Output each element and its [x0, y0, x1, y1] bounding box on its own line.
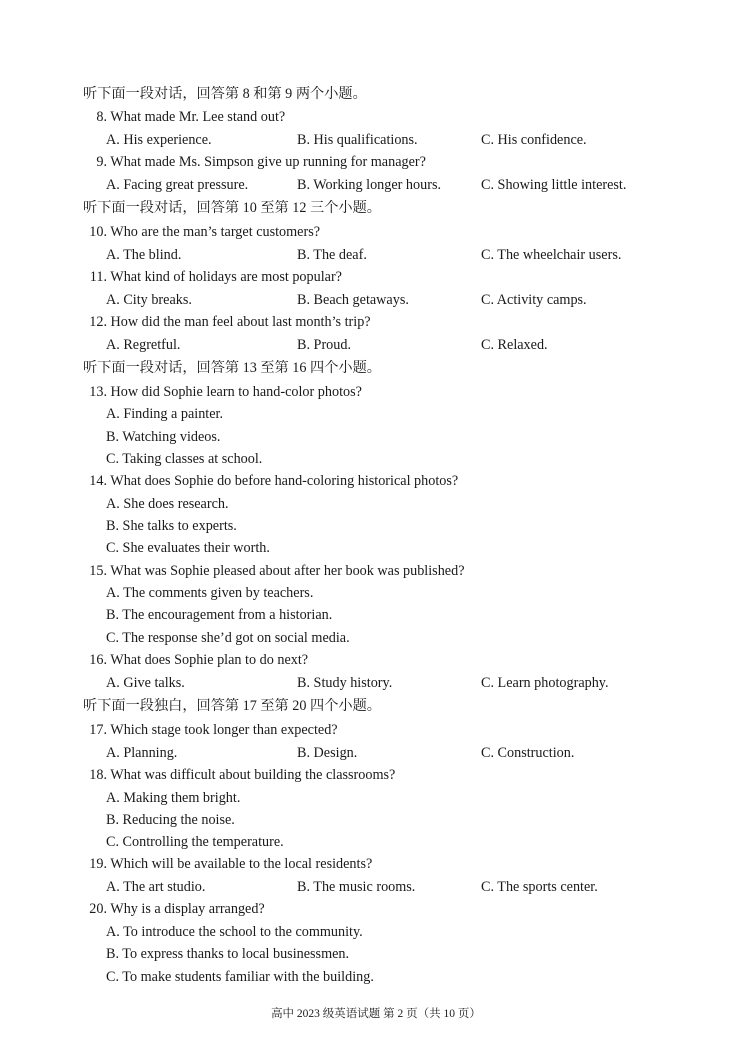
option-a: A. Making them bright. — [106, 790, 241, 806]
option-c: C. To make students familiar with the building. — [106, 969, 374, 985]
question-text: Which will be available to the local residents? — [110, 856, 373, 872]
question-text: What kind of holidays are most popular? — [110, 269, 342, 285]
option-a: A. Finding a painter. — [106, 406, 224, 422]
option-c: C. His confidence. — [481, 132, 587, 148]
question-text: What does Sophie do before hand-coloring historical photos? — [110, 473, 459, 489]
option-c: C. Construction. — [481, 745, 575, 761]
option-b: B. Reducing the noise. — [106, 812, 235, 828]
option-c: C. Relaxed. — [481, 337, 548, 353]
option-a: A. Regretful. — [106, 337, 181, 353]
section-instruction: 听下面一段对话，回答第 8 和第 9 两个小题。 — [83, 86, 367, 102]
question-stem — [84, 720, 338, 740]
option-a: A. Facing great pressure. — [106, 177, 249, 193]
question-number: 10. — [89, 224, 107, 240]
question-number: 13. — [89, 384, 107, 400]
option-c: C. Showing little interest. — [481, 177, 627, 193]
option-c: C. Taking classes at school. — [106, 451, 263, 467]
question-text: How did Sophie learn to hand-color photos? — [110, 384, 362, 400]
option-a: A. His experience. — [106, 132, 212, 148]
option-a: A. The art studio. — [106, 879, 206, 895]
question-stem — [84, 561, 465, 581]
question-number: 20. — [89, 901, 107, 917]
option-a: A. To introduce the school to the community. — [106, 924, 363, 940]
question-stem — [84, 312, 371, 332]
question-stem — [84, 854, 372, 874]
option-b: B. Working longer hours. — [297, 177, 442, 193]
option-a: A. The blind. — [106, 247, 182, 263]
question-stem — [84, 382, 362, 402]
option-a: A. She does research. — [106, 496, 229, 512]
option-b: B. The encouragement from a historian. — [106, 607, 333, 623]
question-stem — [84, 267, 342, 287]
option-c: C. Activity camps. — [481, 292, 587, 308]
option-a: A. Planning. — [106, 745, 178, 761]
option-b: B. She talks to experts. — [106, 518, 237, 534]
question-number: 16. — [89, 652, 107, 668]
question-text: What does Sophie plan to do next? — [110, 652, 309, 668]
question-number: 9. — [96, 154, 107, 170]
question-number: 17. — [89, 722, 107, 738]
option-b: B. His qualifications. — [297, 132, 418, 148]
question-text: How did the man feel about last month’s trip? — [110, 314, 371, 330]
question-stem — [84, 152, 426, 172]
option-c: C. The response she’d got on social media. — [106, 630, 350, 646]
question-number: 11. — [89, 269, 107, 285]
option-a: A. Give talks. — [106, 675, 185, 691]
question-number: 15. — [89, 563, 107, 579]
question-text: What made Mr. Lee stand out? — [110, 109, 286, 125]
option-b: B. The deaf. — [297, 247, 367, 263]
question-stem — [84, 765, 395, 785]
question-number: 8. — [96, 109, 107, 125]
question-number: 12. — [89, 314, 107, 330]
section-instruction: 听下面一段对话，回答第 10 至第 12 三个小题。 — [83, 200, 381, 216]
question-number: 19. — [89, 856, 107, 872]
question-stem — [84, 222, 320, 242]
option-b: B. Study history. — [297, 675, 393, 691]
question-text: What made Ms. Simpson give up running for manager? — [110, 154, 426, 170]
section-instruction: 听下面一段独白，回答第 17 至第 20 四个小题。 — [83, 698, 381, 714]
question-number: 18. — [89, 767, 107, 783]
option-b: B. Design. — [297, 745, 358, 761]
question-text: Which stage took longer than expected? — [110, 722, 338, 738]
option-b: B. Watching videos. — [106, 429, 221, 445]
page-footer: 高中 2023 级英语试题 第 2 页（共 10 页） — [271, 1008, 481, 1020]
option-b: B. The music rooms. — [297, 879, 416, 895]
option-c: C. Learn photography. — [481, 675, 609, 691]
question-text: What was Sophie pleased about after her book was published? — [110, 563, 465, 579]
question-stem — [84, 899, 265, 919]
option-c: C. The sports center. — [481, 879, 598, 895]
option-b: B. Beach getaways. — [297, 292, 409, 308]
option-a: A. City breaks. — [106, 292, 192, 308]
question-stem — [84, 107, 285, 127]
section-instruction: 听下面一段对话，回答第 13 至第 16 四个小题。 — [83, 360, 381, 376]
option-b: B. Proud. — [297, 337, 351, 353]
question-text: Who are the man’s target customers? — [110, 224, 321, 240]
question-stem — [84, 650, 308, 670]
question-text: Why is a display arranged? — [110, 901, 265, 917]
question-text: What was difficult about building the classrooms? — [110, 767, 396, 783]
option-a: A. The comments given by teachers. — [106, 585, 314, 601]
option-c: C. Controlling the temperature. — [106, 834, 284, 850]
option-c: C. She evaluates their worth. — [106, 540, 270, 556]
option-b: B. To express thanks to local businessmen. — [106, 946, 350, 962]
question-stem — [84, 471, 458, 491]
question-number: 14. — [89, 473, 107, 489]
option-c: C. The wheelchair users. — [481, 247, 622, 263]
